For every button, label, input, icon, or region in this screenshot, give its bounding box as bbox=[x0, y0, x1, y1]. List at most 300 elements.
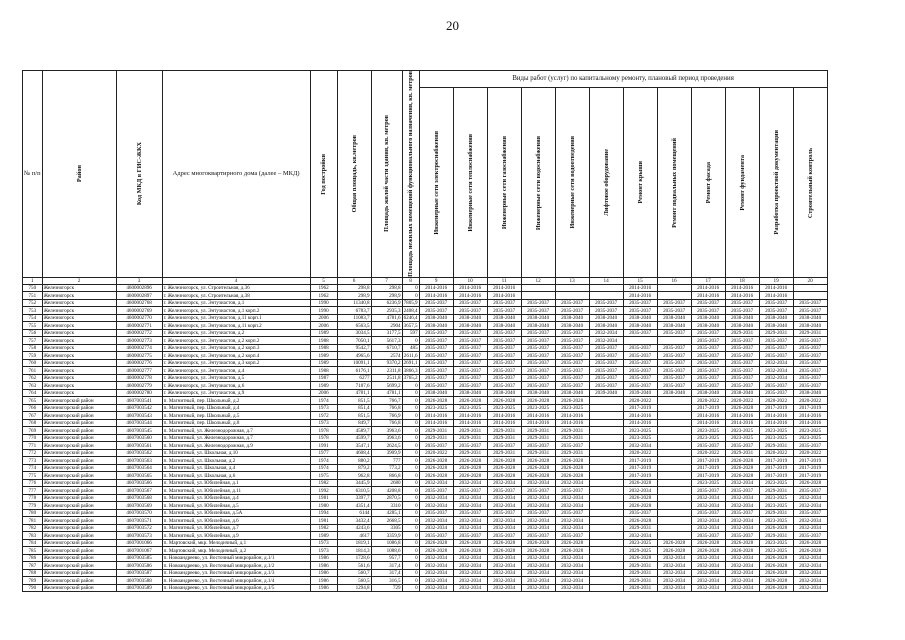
address-cell: п. Мартовский, мкр. Мелодичный, д.2 bbox=[162, 547, 310, 555]
work-period-cell bbox=[623, 337, 657, 345]
work-period-cell bbox=[589, 554, 623, 562]
work-period-cell: 2035-2037 bbox=[555, 329, 589, 337]
district-cell: Железногорский район bbox=[42, 524, 116, 532]
work-period-cell: 2017-2019 bbox=[793, 457, 827, 465]
living-area-cell: 317,4 bbox=[371, 562, 402, 570]
work-period-cell bbox=[657, 502, 691, 510]
work-period-cell: 2029-2031 bbox=[623, 562, 657, 570]
work-period-cell: 2032-2034 bbox=[623, 532, 657, 540]
district-cell: Железногорский район bbox=[42, 547, 116, 555]
work-period-cell bbox=[589, 547, 623, 555]
table-row bbox=[23, 389, 828, 397]
work-period-cell: 2020-2022 bbox=[793, 449, 827, 457]
work-period-cell: 2029-2031 bbox=[453, 449, 487, 457]
work-period-cell: 2023-2025 bbox=[691, 434, 725, 442]
work-period-cell: 2014-2016 bbox=[725, 419, 759, 427]
district-cell: Железногорск bbox=[42, 344, 116, 352]
row-num: 788 bbox=[23, 569, 43, 577]
work-period-cell: 2032-2034 bbox=[759, 374, 793, 382]
year-cell: 1988 bbox=[310, 367, 337, 375]
work-period-cell: 2029-2031 bbox=[623, 577, 657, 585]
work-period-cell: 2035-2037 bbox=[453, 329, 487, 337]
work-period-cell: 2020-2022 bbox=[419, 449, 453, 457]
work-period-cell: 2017-2019 bbox=[793, 464, 827, 472]
living-area-cell: 766,7 bbox=[371, 397, 402, 405]
row-num: 756 bbox=[23, 329, 43, 337]
work-period-cell: 2026-2028 bbox=[623, 494, 657, 502]
row-num: 767 bbox=[23, 412, 43, 420]
work-period-cell: 2017-2019 bbox=[793, 472, 827, 480]
district-cell: Железногорский район bbox=[42, 449, 116, 457]
work-period-cell: 2014-2016 bbox=[555, 419, 589, 427]
year-cell: 1981 bbox=[310, 494, 337, 502]
year-cell: 1986 bbox=[310, 554, 337, 562]
address-cell: п. Мартовский, мкр. Мелодичный, д.1 bbox=[162, 539, 310, 547]
work-period-cell: 2032-2034 bbox=[453, 584, 487, 592]
work-period-cell: 2035-2037 bbox=[419, 307, 453, 315]
work-period-cell: 2014-2016 bbox=[623, 412, 657, 420]
work-period-cell: 2035-2037 bbox=[521, 532, 555, 540]
work-period-cell: 2035-2037 bbox=[487, 442, 521, 450]
work-period-cell bbox=[657, 292, 691, 300]
address-cell: г. Железногорск, ул. Энтузиастов, д.2 корп.3 bbox=[162, 344, 310, 352]
living-area-cell: 3177,5 bbox=[371, 329, 402, 337]
living-area-cell: 1086,8 bbox=[371, 539, 402, 547]
work-period-cell bbox=[793, 284, 827, 292]
work-period-cell: 2014-2016 bbox=[623, 292, 657, 300]
work-period-cell: 2026-2028 bbox=[793, 539, 827, 547]
work-period-cell: 2014-2016 bbox=[691, 412, 725, 420]
total-area-cell: 10091,1 bbox=[337, 359, 371, 367]
year-cell: 1973 bbox=[310, 419, 337, 427]
work-period-cell: 2035-2037 bbox=[555, 337, 589, 345]
year-cell: 1974 bbox=[310, 457, 337, 465]
work-period-cell bbox=[521, 292, 555, 300]
work-period-cell: 2032-2034 bbox=[793, 577, 827, 585]
work-period-cell: 2029-2031 bbox=[555, 427, 589, 435]
work-period-cell: 2026-2028 bbox=[487, 464, 521, 472]
row-num: 774 bbox=[23, 464, 43, 472]
nonliving-area-cell: 2408,4 bbox=[403, 307, 418, 314]
work-period-cell: 2014-2016 bbox=[453, 284, 487, 292]
work-period-cell: 2026-2028 bbox=[623, 517, 657, 525]
table-row bbox=[23, 464, 828, 472]
work-period-cell: 2032-2034 bbox=[793, 517, 827, 525]
work-period-cell: 2014-2016 bbox=[691, 284, 725, 292]
work-period-cell: 2029-2031 bbox=[623, 569, 657, 577]
code-cell: 4600002768 bbox=[116, 299, 162, 307]
total-area-cell: 4965,6 bbox=[337, 352, 371, 360]
work-period-cell bbox=[589, 517, 623, 525]
table-row bbox=[23, 307, 828, 315]
work-period-cell: 2038-2040 bbox=[793, 314, 827, 322]
row-num: 750 bbox=[23, 284, 43, 292]
work-period-cell: 2035-2037 bbox=[487, 307, 521, 315]
work-period-cell: 2035-2037 bbox=[793, 442, 827, 450]
district-cell: Железногорский район bbox=[42, 397, 116, 405]
work-period-cell: 2023-2025 bbox=[521, 404, 555, 412]
work-period-cell bbox=[589, 457, 623, 465]
work-period-cell: 2035-2037 bbox=[521, 329, 555, 337]
year-cell: 2006 bbox=[310, 389, 337, 397]
table-row bbox=[23, 374, 828, 382]
work-period-cell: 2032-2034 bbox=[691, 584, 725, 592]
work-period-cell: 2035-2037 bbox=[555, 442, 589, 450]
header-work-8: Ремонт подвальных помещений bbox=[657, 88, 691, 277]
work-period-cell: 2032-2034 bbox=[725, 517, 759, 525]
year-cell: 1982 bbox=[310, 479, 337, 487]
work-period-cell: 2035-2037 bbox=[419, 374, 453, 382]
work-period-cell bbox=[589, 494, 623, 502]
work-period-cell: 2035-2037 bbox=[419, 359, 453, 367]
work-period-cell: 2035-2037 bbox=[555, 352, 589, 360]
work-period-cell: 2026-2028 bbox=[555, 472, 589, 480]
work-period-cell bbox=[589, 532, 623, 540]
work-period-cell: 2038-2040 bbox=[725, 314, 759, 322]
work-period-cell: 2026-2028 bbox=[453, 397, 487, 405]
column-number: 3 bbox=[116, 277, 162, 284]
district-cell: Железногорский район bbox=[42, 419, 116, 427]
code-cell: 4607003572 bbox=[116, 524, 162, 532]
total-area-cell: 4351,4 bbox=[337, 502, 371, 510]
work-period-cell: 2032-2034 bbox=[419, 517, 453, 525]
code-cell: 4607003568 bbox=[116, 494, 162, 502]
column-number: 7 bbox=[371, 277, 402, 284]
total-area-cell: 7187,6 bbox=[337, 382, 371, 390]
code-cell: 4600002779 bbox=[116, 382, 162, 390]
address-cell: п. Магнитный, ул. Школьная, д.2 bbox=[162, 457, 310, 465]
table-row bbox=[23, 554, 828, 562]
work-period-cell: 2035-2037 bbox=[453, 344, 487, 352]
code-cell: 4607003561 bbox=[116, 442, 162, 450]
code-cell: 4607001067 bbox=[116, 547, 162, 555]
work-period-cell: 2035-2037 bbox=[487, 329, 521, 337]
work-period-cell: 2020-2022 bbox=[691, 449, 725, 457]
work-period-cell: 2023-2025 bbox=[759, 479, 793, 487]
header-district: Район bbox=[42, 71, 116, 278]
column-number: 10 bbox=[453, 277, 487, 284]
work-period-cell: 2026-2028 bbox=[725, 547, 759, 555]
nonliving-area-cell: 0 bbox=[402, 569, 419, 577]
work-period-cell: 2032-2034 bbox=[419, 524, 453, 532]
district-cell: Железногорск bbox=[42, 329, 116, 337]
total-area-cell: 879,2 bbox=[337, 464, 371, 472]
work-period-cell: 2035-2037 bbox=[691, 532, 725, 540]
work-period-cell: 2026-2028 bbox=[453, 539, 487, 547]
work-period-cell: 2035-2037 bbox=[419, 367, 453, 375]
work-period-cell: 2014-2016 bbox=[419, 292, 453, 300]
living-area-cell: 2624,5 bbox=[371, 442, 402, 450]
work-period-cell bbox=[589, 509, 623, 517]
work-period-cell bbox=[657, 434, 691, 442]
address-cell: г. Железногорск, ул. Строительная, д.36 bbox=[162, 284, 310, 292]
code-cell: 4607003588 bbox=[116, 577, 162, 585]
total-area-cell: 4599,7 bbox=[337, 434, 371, 442]
table-row bbox=[23, 344, 828, 352]
header-work-5: Инженерные сети водоотведения bbox=[555, 88, 589, 277]
living-area-cell: 3310 bbox=[371, 502, 402, 510]
address-cell: г. Железногорск, ул. Энтузиастов, д.6 bbox=[162, 382, 310, 390]
row-num: 765 bbox=[23, 397, 43, 405]
district-cell: Железногорск bbox=[42, 322, 116, 330]
code-cell: 4607003560 bbox=[116, 434, 162, 442]
living-area-cell: 4781,6 bbox=[371, 314, 402, 322]
total-area-cell: 4589,7 bbox=[337, 427, 371, 435]
header-work-7: Ремонт крыши bbox=[623, 88, 657, 277]
district-cell: Железногорск bbox=[42, 389, 116, 397]
work-period-cell: 2038-2040 bbox=[419, 322, 453, 330]
work-period-cell: 2035-2037 bbox=[419, 337, 453, 345]
work-period-cell: 2038-2040 bbox=[691, 322, 725, 330]
work-period-cell: 2035-2037 bbox=[419, 329, 453, 337]
work-period-cell bbox=[589, 427, 623, 435]
year-cell: 1989 bbox=[310, 359, 337, 367]
work-period-cell: 2032-2034 bbox=[555, 524, 589, 532]
work-period-cell: 2032-2034 bbox=[453, 554, 487, 562]
work-period-cell: 2035-2037 bbox=[589, 299, 623, 307]
nonliving-area-cell: 0 bbox=[402, 427, 419, 435]
year-cell: 1989 bbox=[310, 382, 337, 390]
table-row bbox=[23, 292, 828, 300]
work-period-cell: 2032-2034 bbox=[487, 517, 521, 525]
address-cell: п. Магнитный, ул. Юбилейная, д.9 bbox=[162, 532, 310, 540]
year-cell: 1962 bbox=[310, 284, 337, 292]
district-cell: Железногорский район bbox=[42, 442, 116, 450]
work-period-cell: 2032-2034 bbox=[555, 562, 589, 570]
work-period-cell: 2026-2028 bbox=[759, 577, 793, 585]
work-period-cell: 2035-2037 bbox=[555, 374, 589, 382]
work-period-cell: 2029-2031 bbox=[487, 434, 521, 442]
district-cell: Железногорский район bbox=[42, 434, 116, 442]
work-period-cell: 2035-2037 bbox=[657, 299, 691, 307]
work-period-cell: 2035-2037 bbox=[623, 374, 657, 382]
work-period-cell: 2032-2034 bbox=[555, 569, 589, 577]
work-period-cell: 2035-2037 bbox=[589, 374, 623, 382]
total-area-cell: 4617 bbox=[337, 532, 371, 540]
work-period-cell bbox=[555, 292, 589, 300]
district-cell: Железногорск bbox=[42, 292, 116, 300]
work-period-cell bbox=[657, 464, 691, 472]
total-area-cell: 6176,1 bbox=[337, 367, 371, 375]
work-period-cell bbox=[657, 284, 691, 292]
work-period-cell: 2035-2037 bbox=[793, 509, 827, 517]
work-period-cell: 2014-2016 bbox=[487, 412, 521, 420]
row-num: 784 bbox=[23, 539, 43, 547]
work-period-cell: 2035-2037 bbox=[793, 532, 827, 540]
district-cell: Железногорский район bbox=[42, 569, 116, 577]
work-period-cell: 2035-2037 bbox=[521, 442, 555, 450]
work-period-cell: 2035-2037 bbox=[555, 359, 589, 367]
work-period-cell: 2032-2034 bbox=[657, 577, 691, 585]
work-period-cell: 2035-2037 bbox=[521, 359, 555, 367]
work-period-cell: 2038-2040 bbox=[657, 389, 691, 397]
work-period-cell bbox=[657, 487, 691, 495]
work-period-cell: 2035-2037 bbox=[793, 374, 827, 382]
work-period-cell: 2035-2037 bbox=[759, 299, 793, 307]
living-area-cell: 6236,9 bbox=[371, 299, 402, 307]
total-area-cell: 849,7 bbox=[337, 419, 371, 427]
row-num: 773 bbox=[23, 457, 43, 465]
work-period-cell: 2017-2019 bbox=[759, 457, 793, 465]
work-period-cell: 2035-2037 bbox=[623, 299, 657, 307]
living-area-cell: 2680 bbox=[371, 479, 402, 487]
work-period-cell: 2032-2034 bbox=[589, 329, 623, 337]
total-area-cell: 4243,6 bbox=[337, 524, 371, 532]
code-cell: 4607003545 bbox=[116, 427, 162, 435]
work-period-cell: 2023-2025 bbox=[453, 404, 487, 412]
column-number: 12 bbox=[521, 277, 555, 284]
work-period-cell: 2038-2040 bbox=[657, 314, 691, 322]
address-cell: г. Железногорск, ул. Энтузиастов, д.5 bbox=[162, 374, 310, 382]
work-period-cell: 2032-2034 bbox=[419, 562, 453, 570]
work-period-cell: 2035-2037 bbox=[759, 389, 793, 397]
code-cell: 4607003566 bbox=[116, 479, 162, 487]
work-period-cell: 2014-2016 bbox=[725, 292, 759, 300]
address-cell: п. Магнитный, пер. Школьный, д.4 bbox=[162, 404, 310, 412]
nonliving-area-cell: 2611,6 bbox=[403, 352, 418, 359]
work-period-cell: 2038-2040 bbox=[759, 322, 793, 330]
code-cell: 4607003573 bbox=[116, 532, 162, 540]
address-cell: п. Магнитный, пер. Школьный, д.8 bbox=[162, 419, 310, 427]
work-period-cell: 2038-2040 bbox=[623, 314, 657, 322]
header-code: Код МКД в ГИС-ЖКХ bbox=[116, 71, 162, 278]
district-cell: Железногорск bbox=[42, 359, 116, 367]
address-cell: г. Железногорск, ул. Энтузиастов, д.3 корп.2 bbox=[162, 359, 310, 367]
work-period-cell: 2038-2040 bbox=[453, 322, 487, 330]
work-period-cell: 2014-2016 bbox=[521, 419, 555, 427]
work-period-cell: 2020-2031 bbox=[623, 584, 657, 592]
work-period-cell: 2017-2019 bbox=[691, 404, 725, 412]
row-num: 783 bbox=[23, 532, 43, 540]
column-number: 18 bbox=[725, 277, 759, 284]
address-cell: п. Магнитный, ул. Юбилейная, д.5А bbox=[162, 509, 310, 517]
district-cell: Железногорский район bbox=[42, 509, 116, 517]
work-period-cell: 2032-2034 bbox=[725, 494, 759, 502]
work-period-cell: 2035-2037 bbox=[419, 487, 453, 495]
work-period-cell: 2038-2040 bbox=[623, 322, 657, 330]
nonliving-area-cell: 6246,4 bbox=[403, 315, 418, 322]
work-period-cell: 2038-2040 bbox=[725, 389, 759, 397]
work-period-cell: 2038-2040 bbox=[487, 389, 521, 397]
row-num: 770 bbox=[23, 434, 43, 442]
work-period-cell: 2032-2034 bbox=[725, 562, 759, 570]
code-cell: 4607003571 bbox=[116, 517, 162, 525]
work-period-cell bbox=[657, 532, 691, 540]
work-period-cell: 2035-2037 bbox=[487, 337, 521, 345]
work-period-cell: 2017-2019 bbox=[691, 472, 725, 480]
table-row bbox=[23, 539, 828, 547]
row-num: 789 bbox=[23, 577, 43, 585]
work-period-cell: 2032-2034 bbox=[725, 584, 759, 592]
nonliving-area-cell: 0 bbox=[402, 472, 419, 480]
nonliving-area-cell: 0 bbox=[402, 547, 419, 555]
work-period-cell: 2038-2040 bbox=[793, 322, 827, 330]
work-period-cell: 2014-2016 bbox=[419, 412, 453, 420]
work-period-cell: 2014-2016 bbox=[487, 419, 521, 427]
work-period-cell bbox=[657, 427, 691, 435]
work-period-cell: 2038-2040 bbox=[521, 322, 555, 330]
work-period-cell: 2032-2034 bbox=[419, 554, 453, 562]
work-period-cell: 2029-2031 bbox=[487, 427, 521, 435]
code-cell: 4607003570 bbox=[116, 509, 162, 517]
work-period-cell: 2014-2016 bbox=[555, 412, 589, 420]
work-period-cell bbox=[657, 404, 691, 412]
address-cell: п. Новоандреево, ул. Восточный микрорайон, д.1/2 bbox=[162, 562, 310, 570]
work-period-cell: 2032-2034 bbox=[453, 562, 487, 570]
work-period-cell: 2026-2028 bbox=[521, 539, 555, 547]
work-period-cell: 2029-2031 bbox=[759, 487, 793, 495]
district-cell: Железногорск bbox=[42, 284, 116, 292]
work-period-cell: 2029-2031 bbox=[555, 434, 589, 442]
nonliving-area-cell: 597 bbox=[402, 329, 419, 337]
address-cell: г. Железногорск, ул. Энтузиастов, д.2 bbox=[162, 329, 310, 337]
living-area-cell: 2574 bbox=[371, 352, 402, 360]
district-cell: Железногорский район bbox=[42, 577, 116, 585]
work-period-cell: 2032-2034 bbox=[793, 584, 827, 592]
work-period-cell: 2032-2034 bbox=[419, 584, 453, 592]
work-period-cell bbox=[589, 434, 623, 442]
nonliving-area-cell: 3765,2 bbox=[403, 375, 418, 382]
year-cell: 1974 bbox=[310, 464, 337, 472]
column-number: 9 bbox=[419, 277, 453, 284]
table-row bbox=[23, 487, 828, 495]
code-cell: 4607003586 bbox=[116, 562, 162, 570]
total-area-cell: 6783,7 bbox=[337, 307, 371, 315]
table-row bbox=[23, 359, 828, 367]
district-cell: Железногорский район bbox=[42, 404, 116, 412]
work-period-cell: 2023-2025 bbox=[759, 427, 793, 435]
work-period-cell: 2032-2034 bbox=[555, 517, 589, 525]
work-period-cell: 2017-2019 bbox=[623, 464, 657, 472]
work-period-cell: 2020-2022 bbox=[759, 449, 793, 457]
work-period-cell: 2032-2034 bbox=[521, 479, 555, 487]
nonliving-area-cell: 0 bbox=[402, 457, 419, 465]
capital-repair-table bbox=[22, 70, 828, 592]
address-cell: п. Магнитный, ул. Железнодорожная, д.7 bbox=[162, 427, 310, 435]
code-cell: 4600002778 bbox=[116, 374, 162, 382]
work-period-cell: 2035-2037 bbox=[453, 374, 487, 382]
work-period-cell: 2032-2034 bbox=[419, 502, 453, 510]
address-cell: п. Магнитный, ул. Школьная, д.10 bbox=[162, 449, 310, 457]
work-period-cell: 2032-2034 bbox=[555, 554, 589, 562]
year-cell: 1972 bbox=[310, 412, 337, 420]
work-period-cell: 2035-2037 bbox=[487, 509, 521, 517]
work-period-cell: 2032-2034 bbox=[521, 524, 555, 532]
work-period-cell: 2032-2034 bbox=[521, 554, 555, 562]
address-cell: г. Железногорск, ул. Энтузиастов, д.2 корп.4 bbox=[162, 352, 310, 360]
work-period-cell: 2017-2019 bbox=[759, 404, 793, 412]
work-period-cell: 2023-2025 bbox=[759, 494, 793, 502]
work-period-cell: 2035-2037 bbox=[419, 509, 453, 517]
total-area-cell: 298,9 bbox=[337, 292, 371, 300]
work-period-cell: 2035-2037 bbox=[793, 487, 827, 495]
column-number: 1 bbox=[23, 277, 43, 284]
code-cell: 4607003544 bbox=[116, 419, 162, 427]
row-num: 751 bbox=[23, 292, 43, 300]
work-period-cell: 2035-2037 bbox=[759, 307, 793, 315]
year-cell: 1975 bbox=[310, 472, 337, 480]
work-period-cell: 2017-2019 bbox=[759, 472, 793, 480]
table-row bbox=[23, 442, 828, 450]
work-period-cell: 2035-2037 bbox=[521, 299, 555, 307]
work-period-cell: 2038-2040 bbox=[419, 389, 453, 397]
table-row bbox=[23, 479, 828, 487]
work-period-cell bbox=[657, 494, 691, 502]
work-period-cell: 2035-2037 bbox=[419, 532, 453, 540]
work-period-cell: 2035-2037 bbox=[589, 307, 623, 315]
work-period-cell: 2029-2031 bbox=[419, 434, 453, 442]
nonliving-area-cell: 0 bbox=[402, 382, 419, 390]
